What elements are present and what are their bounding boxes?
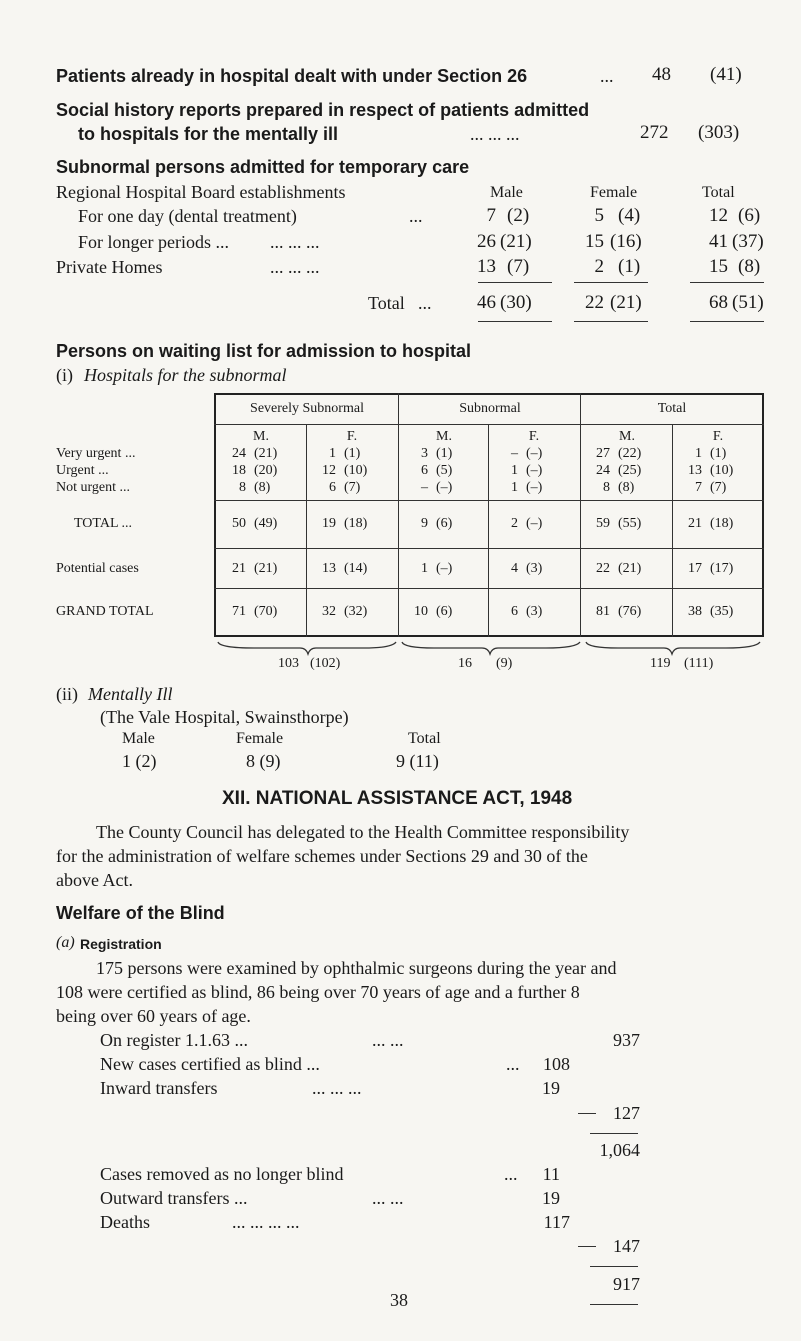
rule xyxy=(590,1304,638,1305)
table-divider xyxy=(488,424,489,637)
table-divider xyxy=(672,424,673,637)
temp-care-total: 12 xyxy=(709,205,728,226)
waiting-cell-prev: (49) xyxy=(254,516,278,531)
waiting-cell-value: 19 xyxy=(322,516,336,531)
row-label-grand-total: GRAND TOTAL xyxy=(56,604,154,619)
waiting-cell-prev: (21) xyxy=(254,561,278,576)
temp-care-col-total: Total xyxy=(702,184,735,201)
waiting-cell-value: 13 xyxy=(322,561,336,576)
register-label: On register 1.1.63 ... xyxy=(100,1030,248,1050)
waiting-cell-prev: (5) xyxy=(436,463,453,478)
register-label: New cases certified as blind ... xyxy=(100,1054,320,1074)
table-row-rule xyxy=(214,500,764,501)
blind-para-line: being over 60 years of age. xyxy=(56,1006,251,1026)
waiting-cell-prev: (–) xyxy=(526,463,543,478)
rule xyxy=(574,282,648,283)
register-new-cases-value: 108 xyxy=(543,1054,570,1074)
waiting-cell-prev: (7) xyxy=(710,480,727,495)
waiting-cell-value: 1 xyxy=(329,446,336,461)
waiting-cell-prev: (32) xyxy=(344,604,368,619)
mentally-ill-total-label: Total xyxy=(408,730,441,747)
temp-care-row-dots: ... xyxy=(409,206,423,226)
removal-dots: ... xyxy=(504,1164,518,1184)
waiting-cell-value: 4 xyxy=(511,561,518,576)
waiting-cell-value: 9 xyxy=(421,516,428,531)
section-xii-para-line: for the administration of welfare schemes under Sections 29 and 30 of the xyxy=(56,846,588,866)
temp-care-total-total-prev: (51) xyxy=(732,292,764,313)
mentally-ill-title: Mentally Ill xyxy=(88,684,173,704)
temp-care-total: 15 xyxy=(709,256,728,277)
removal-dots: ... ... xyxy=(372,1188,404,1208)
waiting-cell-value: 7 xyxy=(695,480,702,495)
waiting-cell-value: 6 xyxy=(421,463,428,478)
table-top-border xyxy=(214,393,764,395)
waiting-sub-i-title: Hospitals for the subnormal xyxy=(84,365,287,385)
mentally-ill-male: 1 (2) xyxy=(122,751,157,771)
removal-label: Cases removed as no longer blind xyxy=(100,1164,344,1184)
waiting-cell-value: 59 xyxy=(596,516,610,531)
waiting-cell-value: 3 xyxy=(421,446,428,461)
temp-care-section-label: Regional Hospital Board establishments xyxy=(56,182,346,202)
register-subtotal: 1,064 xyxy=(599,1140,640,1160)
waiting-cell-prev: (1) xyxy=(436,446,453,461)
waiting-cell-value: 6 xyxy=(329,480,336,495)
brace-total-subnormal: 16 xyxy=(458,656,472,671)
row-label-urgent: Urgent ... xyxy=(56,463,109,478)
blind-sub-a-label: Registration xyxy=(80,936,162,952)
removal-label: Deaths xyxy=(100,1212,150,1232)
waiting-heading: Persons on waiting list for admission to hospital xyxy=(56,341,472,361)
waiting-cell-prev: (18) xyxy=(344,516,368,531)
rule xyxy=(590,1266,638,1267)
group-subnormal: Subnormal xyxy=(459,401,521,416)
register-dots: ... ... ... xyxy=(312,1078,362,1098)
section-xii-para-line: above Act. xyxy=(56,870,133,890)
mentally-ill-female: 8 (9) xyxy=(246,751,281,771)
register-subtotal-in: 127 xyxy=(613,1103,640,1123)
waiting-cell-value: 50 xyxy=(232,516,246,531)
col-f: F. xyxy=(346,429,358,444)
temp-care-total-male-prev: (30) xyxy=(500,292,532,313)
temp-care-female: 5 xyxy=(594,205,604,226)
group-total: Total xyxy=(657,401,687,416)
temp-care-female: 2 xyxy=(594,256,604,277)
waiting-cell-prev: (3) xyxy=(526,604,543,619)
waiting-cell-prev: (10) xyxy=(344,463,368,478)
mentally-ill-male-label: Male xyxy=(122,730,155,747)
temp-care-row-label: Private Homes xyxy=(56,257,163,277)
temp-care-total-dots: ... xyxy=(418,293,432,313)
waiting-cell-value: 21 xyxy=(232,561,246,576)
row-label-not-urgent: Not urgent ... xyxy=(56,480,131,495)
waiting-cell-value: – xyxy=(421,480,428,495)
mentally-ill-hospital: (The Vale Hospital, Swainsthorpe) xyxy=(100,707,349,727)
table-divider xyxy=(580,393,581,637)
col-m: M. xyxy=(619,429,635,444)
hospital-section26-value: 48 xyxy=(652,64,671,85)
waiting-cell-prev: (21) xyxy=(254,446,278,461)
table-header-rule xyxy=(214,424,764,425)
col-m: M. xyxy=(436,429,452,444)
waiting-cell-value: 8 xyxy=(603,480,610,495)
row-label-potential: Potential cases xyxy=(56,561,139,576)
temp-care-male: 26 xyxy=(477,231,496,252)
rule xyxy=(690,282,764,283)
table-divider xyxy=(398,393,399,637)
table-bottom-border xyxy=(214,635,764,637)
hospital-section26-prev: (41) xyxy=(710,64,742,85)
rule xyxy=(478,321,552,322)
temp-care-female-prev: (1) xyxy=(618,256,641,277)
brace-lines xyxy=(214,640,766,656)
temp-care-male-prev: (2) xyxy=(507,205,530,226)
register-label: Inward transfers xyxy=(100,1078,218,1098)
rule xyxy=(590,1133,638,1134)
waiting-cell-value: 22 xyxy=(596,561,610,576)
waiting-cell-prev: (8) xyxy=(254,480,271,495)
temp-care-total: 41 xyxy=(709,231,728,252)
social-history-label-1: Social history reports prepared in respect of patients admitted xyxy=(56,100,590,120)
waiting-cell-prev: (76) xyxy=(618,604,642,619)
waiting-cell-prev: (35) xyxy=(710,604,734,619)
temp-care-total-female: 22 xyxy=(585,292,604,313)
register-dots: ... ... xyxy=(372,1030,404,1050)
waiting-cell-value: 21 xyxy=(688,516,702,531)
temp-care-row-dots: ... ... ... xyxy=(270,232,320,252)
waiting-cell-prev: (70) xyxy=(254,604,278,619)
table-row-rule xyxy=(214,548,764,549)
waiting-cell-value: 71 xyxy=(232,604,246,619)
temp-care-row-dots: ... ... ... xyxy=(270,257,320,277)
temp-care-total-male: 46 xyxy=(477,292,496,313)
waiting-cell-prev: (22) xyxy=(618,446,642,461)
group-severely-subnormal: Severely Subnormal xyxy=(250,401,364,416)
mentally-ill-sub: (ii) xyxy=(56,684,78,704)
register-dots: ... xyxy=(506,1054,520,1074)
waiting-cell-value: 10 xyxy=(414,604,428,619)
waiting-cell-value: 1 xyxy=(511,463,518,478)
waiting-cell-prev: (18) xyxy=(710,516,734,531)
temp-care-row-label: For one day (dental treatment) xyxy=(78,206,297,226)
waiting-cell-prev: (–) xyxy=(436,561,453,576)
waiting-cell-value: 24 xyxy=(596,463,610,478)
waiting-cell-value: 32 xyxy=(322,604,336,619)
brace-total-subnormal-prev: (9) xyxy=(496,656,513,671)
waiting-cell-prev: (1) xyxy=(344,446,361,461)
register-final: 917 xyxy=(613,1274,640,1294)
temp-care-total-total: 68 xyxy=(709,292,728,313)
register-on-register-value: 937 xyxy=(613,1030,640,1050)
waiting-cell-prev: (17) xyxy=(710,561,734,576)
removal-label: Outward transfers ... xyxy=(100,1188,248,1208)
waiting-cell-prev: (55) xyxy=(618,516,642,531)
table-divider xyxy=(306,424,307,637)
social-history-prev: (303) xyxy=(698,122,740,143)
mentally-ill-total: 9 (11) xyxy=(396,751,439,771)
social-history-dots: ... ... ... xyxy=(470,124,520,144)
page-number: 38 xyxy=(390,1290,408,1310)
temp-care-male: 7 xyxy=(486,205,496,226)
temp-care-male-prev: (7) xyxy=(507,256,530,277)
register-inward-value: 19 xyxy=(542,1078,560,1098)
waiting-cell-value: 1 xyxy=(695,446,702,461)
brace-total-total: 119 xyxy=(650,656,671,671)
blind-para-line: 175 persons were examined by ophthalmic surgeons during the year and xyxy=(96,958,617,978)
register-subtotal-out: 147 xyxy=(613,1236,640,1256)
waiting-cell-value: 6 xyxy=(511,604,518,619)
temp-care-col-female: Female xyxy=(590,184,638,201)
rule xyxy=(690,321,764,322)
hospital-section26-dots: ... xyxy=(600,66,614,86)
waiting-cell-prev: (21) xyxy=(618,561,642,576)
removal-dots: ... ... ... ... xyxy=(232,1212,300,1232)
waiting-cell-value: 1 xyxy=(511,480,518,495)
temp-care-row-label: For longer periods ... xyxy=(78,232,229,252)
waiting-cell-prev: (20) xyxy=(254,463,278,478)
row-label-very-urgent: Very urgent ... xyxy=(56,446,136,461)
temp-care-female-prev: (4) xyxy=(618,205,641,226)
social-history-label-2: to hospitals for the mentally ill xyxy=(78,124,339,144)
waiting-cell-value: 8 xyxy=(239,480,246,495)
waiting-cell-prev: (25) xyxy=(618,463,642,478)
waiting-cell-value: – xyxy=(511,446,518,461)
removal-deaths-value: 117 xyxy=(543,1212,570,1232)
section-xii-heading: XII. NATIONAL ASSISTANCE ACT, 1948 xyxy=(222,788,573,809)
waiting-cell-value: 12 xyxy=(322,463,336,478)
waiting-cell-value: 17 xyxy=(688,561,702,576)
table-row-rule xyxy=(214,588,764,589)
temp-care-col-male: Male xyxy=(490,184,523,201)
brace-total-severely: 103 xyxy=(278,656,299,671)
waiting-cell-prev: (6) xyxy=(436,516,453,531)
waiting-sub-i: (i) xyxy=(56,365,73,385)
col-f: F. xyxy=(528,429,540,444)
waiting-cell-prev: (8) xyxy=(618,480,635,495)
social-history-value: 272 xyxy=(640,122,669,143)
temp-care-male-prev: (21) xyxy=(500,231,532,252)
temp-care-female: 15 xyxy=(585,231,604,252)
waiting-cell-prev: (–) xyxy=(436,480,453,495)
blind-sub-a: (a) xyxy=(56,934,75,951)
removal-outward-value: 19 xyxy=(542,1188,560,1208)
waiting-cell-value: 27 xyxy=(596,446,610,461)
temp-care-total-prev: (8) xyxy=(738,256,761,277)
waiting-cell-prev: (–) xyxy=(526,446,543,461)
waiting-cell-value: 24 xyxy=(232,446,246,461)
waiting-cell-value: 13 xyxy=(688,463,702,478)
temp-care-heading: Subnormal persons admitted for temporary care xyxy=(56,157,470,177)
hospital-section26-label: Patients already in hospital dealt with under Section 26 xyxy=(56,66,528,86)
waiting-cell-prev: (6) xyxy=(436,604,453,619)
waiting-cell-prev: (–) xyxy=(526,480,543,495)
waiting-cell-value: 81 xyxy=(596,604,610,619)
waiting-cell-prev: (7) xyxy=(344,480,361,495)
blind-para-line: 108 were certified as blind, 86 being over 70 years of age and a further 8 xyxy=(56,982,580,1002)
mentally-ill-female-label: Female xyxy=(236,730,284,747)
blind-heading: Welfare of the Blind xyxy=(56,903,225,923)
waiting-cell-value: 38 xyxy=(688,604,702,619)
waiting-cell-prev: (14) xyxy=(344,561,368,576)
temp-care-total-label: Total xyxy=(368,293,405,313)
waiting-cell-prev: (–) xyxy=(526,516,543,531)
waiting-cell-prev: (10) xyxy=(710,463,734,478)
rule xyxy=(574,321,648,322)
rule xyxy=(478,282,552,283)
brace-total-total-prev: (111) xyxy=(684,656,714,671)
col-f: F. xyxy=(712,429,724,444)
temp-care-total-prev: (6) xyxy=(738,205,761,226)
brace-total-severely-prev: (102) xyxy=(310,656,341,671)
waiting-cell-prev: (1) xyxy=(710,446,727,461)
waiting-cell-value: 18 xyxy=(232,463,246,478)
temp-care-female-prev: (16) xyxy=(610,231,642,252)
row-label-total: TOTAL ... xyxy=(74,516,132,531)
waiting-cell-prev: (3) xyxy=(526,561,543,576)
removal-no-longer-blind-value: 11 xyxy=(542,1164,560,1184)
temp-care-total-prev: (37) xyxy=(732,231,764,252)
waiting-cell-value: 1 xyxy=(421,561,428,576)
temp-care-total-female-prev: (21) xyxy=(610,292,642,313)
section-xii-para-line: The County Council has delegated to the Health Committee responsibility xyxy=(96,822,630,842)
waiting-cell-value: 2 xyxy=(511,516,518,531)
col-m: M. xyxy=(253,429,269,444)
temp-care-male: 13 xyxy=(477,256,496,277)
